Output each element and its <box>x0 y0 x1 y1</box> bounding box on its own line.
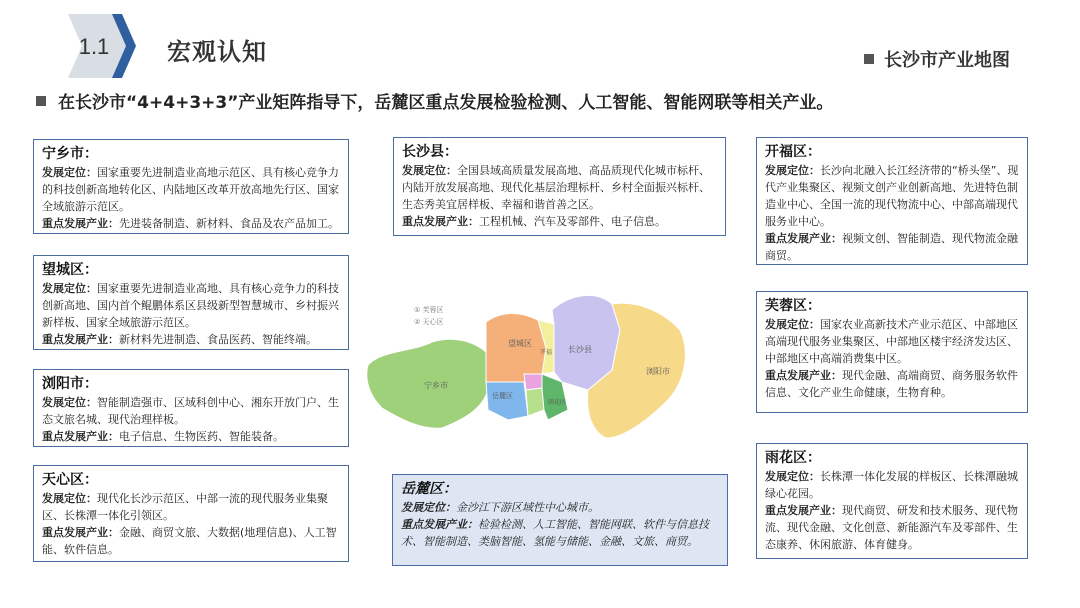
industry-text: 新材料先进制造、食品医药、智能终端。 <box>119 333 317 346</box>
label-industry: 重点发展产业： <box>42 430 119 443</box>
position-text: 现代化长沙示范区、中部一流的现代服务业集聚区、长株潭一体化引领区。 <box>42 492 328 522</box>
label-industry: 重点发展产业： <box>765 369 842 382</box>
industry-text: 现代金融、高端商贸、商务服务软件信息、文化产业生命健康，生物育种。 <box>765 369 1018 399</box>
label-position: 发展定位： <box>765 318 820 331</box>
industry-text: 工程机械、汽车及零部件、电子信息。 <box>479 215 666 228</box>
label-position: 发展定位： <box>401 501 456 514</box>
card-changsha-county <box>393 137 726 236</box>
position-text: 国家重要先进制造业高地示范区、具有核心竞争力的科技创新高地转化区、内陆地区改革开放高地先行区、国家全域旅游示范区。 <box>42 166 339 213</box>
position-text: 智能制造强市、区域科创中心、湘东开放门户、生态文旅名城、现代治理样板。 <box>42 396 339 426</box>
industry-text: 检验检测、人工智能、智能网联、软件与信息技术、智能制造、类脑智能、氢能与储能、金融、文旅、商贸。 <box>401 518 709 548</box>
industry-text: 先进装备制造、新材料、食品及农产品加工。 <box>119 217 339 230</box>
card-title: 长沙县： <box>402 144 458 160</box>
card-title: 宁乡市： <box>42 146 98 162</box>
position-text: 全国县域高质量发展高地、高品质现代化城市标杆、内陆开放发展高地、现代化基层治理标杆、乡村全面振兴标杆、生态秀美宜居样板、幸福和谐首善之区。 <box>402 164 710 211</box>
position-text: 金沙江下游区域性中心城市。 <box>456 501 599 514</box>
map-region-furong <box>524 374 542 390</box>
label-position: 发展定位： <box>765 164 820 177</box>
card-wangcheng <box>33 255 349 350</box>
card-title: 浏阳市： <box>42 376 98 392</box>
map-label: 岳麓区 <box>492 392 513 400</box>
map-region-tianxin <box>526 388 544 416</box>
section-title: 宏观认知 <box>167 38 267 66</box>
changsha-district-map <box>362 270 692 445</box>
card-title: 开福区： <box>765 144 821 160</box>
card-ningxiang <box>33 139 349 234</box>
position-text: 长沙向北融入长江经济带的“桥头堡”、现代产业集聚区、视频文创产业创新高地、先进特色制造业中心、全国一流的现代物流中心、中部高端现代服务业中心。 <box>765 164 1019 228</box>
label-position: 发展定位： <box>402 164 457 177</box>
map-label: 开福 <box>540 349 553 356</box>
label-industry: 重点发展产业： <box>42 333 119 346</box>
map-title-block <box>864 46 1010 72</box>
card-title: 天心区： <box>42 472 98 488</box>
card-yuelu-highlight <box>392 474 728 566</box>
label-industry: 重点发展产业： <box>42 526 119 539</box>
card-title: 雨花区： <box>765 450 821 466</box>
label-position: 发展定位： <box>42 166 97 179</box>
label-position: 发展定位： <box>765 470 820 483</box>
card-furong <box>756 291 1028 413</box>
map-label: 宁乡市 <box>424 381 448 390</box>
label-position: 发展定位： <box>42 396 97 409</box>
label-industry: 重点发展产业： <box>401 518 478 531</box>
position-text: 长株潭一体化发展的样板区、长株潭融城绿心花园。 <box>765 470 1018 500</box>
label-industry: 重点发展产业： <box>765 232 842 245</box>
section-badge <box>68 14 138 78</box>
map-region-yuelu <box>486 382 528 420</box>
label-industry: 重点发展产业： <box>402 215 479 228</box>
industry-text: 电子信息、生物医药、智能装备。 <box>119 430 284 443</box>
map-legend-item: ② 天心区 <box>414 318 444 326</box>
label-position: 发展定位： <box>42 282 97 295</box>
card-yuhua <box>756 443 1028 559</box>
bullet-square-icon <box>864 54 874 64</box>
position-text: 国家重要先进制造业高地、具有核心竞争力的科技创新高地、国内首个鲲鹏体系区县级新型智慧城市、乡村振兴新样板、国家全域旅游示范区。 <box>42 282 339 329</box>
bullet-square-icon <box>36 96 46 106</box>
label-industry: 重点发展产业： <box>765 504 842 517</box>
industry-text: 视频文创、智能制造、现代物流金融商贸。 <box>765 232 1018 262</box>
map-label: 望城区 <box>508 339 532 348</box>
card-liuyang <box>33 369 349 447</box>
section-number: 1.1 <box>78 34 110 59</box>
card-title: 岳麓区： <box>401 481 457 497</box>
map-legend-item: ① 芙蓉区 <box>414 306 444 314</box>
position-text: 国家农业高新技术产业示范区、中部地区高端现代服务业集聚区、中部地区楼宇经济发达区、中部地区中高端消费集中区。 <box>765 318 1018 365</box>
card-title: 芙蓉区： <box>765 298 821 314</box>
card-title: 望城区： <box>42 262 98 278</box>
label-industry: 重点发展产业： <box>42 217 119 230</box>
label-position: 发展定位： <box>42 492 97 505</box>
map-label: 长沙县 <box>568 345 592 354</box>
map-label: 浏阳市 <box>646 367 670 376</box>
headline-block <box>36 88 833 113</box>
map-label: 雨花区 <box>548 399 567 406</box>
industry-text: 金融、商贸文旅、大数据(地理信息)、人工智能、软件信息。 <box>42 526 337 556</box>
map-title: 长沙市产业地图 <box>884 50 1010 71</box>
headline-text: 在长沙市“4+4+3+3”产业矩阵指导下，岳麓区重点发展检验检测、人工智能、智能网联等相关产业。 <box>58 93 834 113</box>
card-tianxin <box>33 465 349 562</box>
industry-text: 现代商贸、研发和技术服务、现代物流、现代金融、文化创意、新能源汽车及零部件、生态康养、休闲旅游、体育健身。 <box>765 504 1018 551</box>
card-kaifu <box>756 137 1028 265</box>
